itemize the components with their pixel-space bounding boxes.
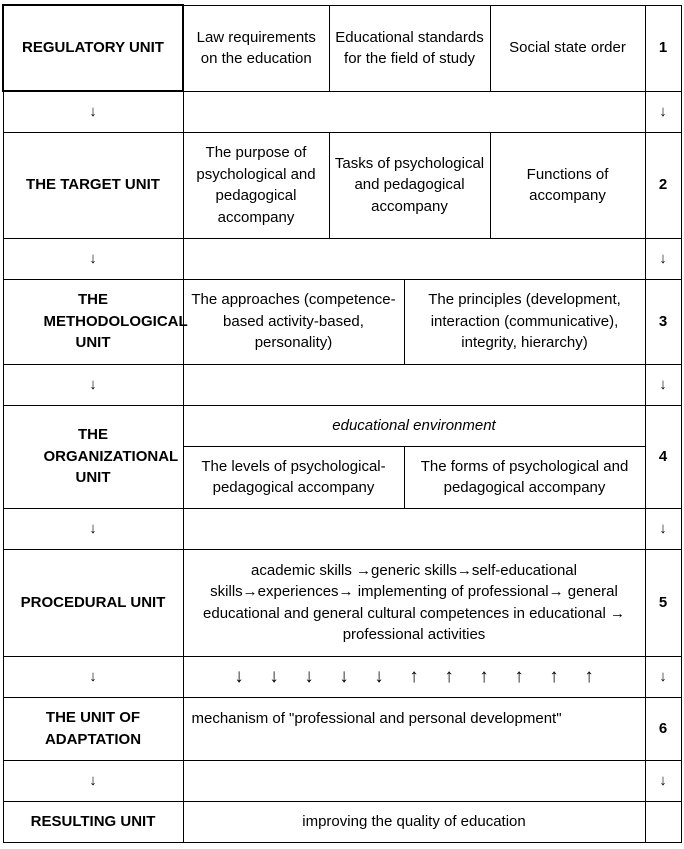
down-arrow-icon: ↓ [645,364,681,405]
down-arrow-icon: ↓ [3,508,183,549]
flow-arrows-group [188,666,641,688]
tasks-cell: Tasks of psychological and pedagogical accompany [329,132,490,238]
up-arrow-icon: ↑ [409,665,419,687]
down-arrow-icon: ↓ [3,656,183,697]
down-arrow-icon: ↓ [3,760,183,801]
up-arrow-icon: ↑ [479,665,489,687]
down-arrow-icon: ↓ [3,238,183,279]
down-arrow-icon: ↓ [645,760,681,801]
target-unit-row [3,132,681,238]
target-unit-label: THE TARGET UNIT [3,132,183,238]
educational-standards-cell: Educational standards for the field of study [329,5,490,91]
levels-cell: The levels of psychological-pedagogical accompany [183,446,404,508]
down-arrow-icon: ↓ [269,665,279,687]
down-arrow-icon: ↓ [304,665,314,687]
down-arrow-icon: ↓ [339,665,349,687]
down-arrow-icon: ↓ [645,238,681,279]
row-number-4: 4 [645,405,681,508]
forms-cell: The forms of psychological and pedagogical accompany [404,446,645,508]
organizational-unit-row [3,405,681,446]
quality-of-education-cell: improving the quality of education [183,801,645,842]
principles-cell: The principles (development, interaction (communicative), integrity, hierarchy) [404,279,645,364]
row-number-5: 5 [645,549,681,656]
up-arrow-icon: ↑ [584,665,594,687]
resulting-unit-row [3,801,681,842]
adaptation-unit-label: THE UNIT OF ADAPTATION [3,697,183,760]
resulting-unit-label: RESULTING UNIT [3,801,183,842]
down-arrow-icon: ↓ [234,665,244,687]
up-arrow-icon: ↑ [444,665,454,687]
down-arrow-icon: ↓ [374,665,384,687]
flow-arrows-row [3,656,681,697]
row-number-1: 1 [645,5,681,91]
adaptation-unit-row [3,697,681,760]
methodological-unit-label: THE METHODOLOGICAL UNIT [3,279,183,364]
connector-row [3,508,681,549]
methodological-unit-row [3,279,681,364]
up-arrow-icon: ↑ [549,665,559,687]
row-number-6: 6 [645,697,681,760]
competence-chain-cell: academic skills →generic skills→self-educational skills→experiences→ implementing of professional→ general educational and general cultural competences in educational → professional activities [183,549,645,656]
mechanism-cell: mechanism of "professional and personal development" [183,697,645,760]
organizational-unit-label: THE ORGANIZATIONAL UNIT [3,405,183,508]
structural-model-table [2,4,682,843]
down-arrow-icon: ↓ [645,656,681,697]
connector-row [3,238,681,279]
functions-cell: Functions of accompany [490,132,645,238]
row-number-3: 3 [645,279,681,364]
down-arrow-icon: ↓ [3,364,183,405]
down-arrow-icon: ↓ [645,508,681,549]
regulatory-unit-row [3,5,681,91]
connector-row [3,91,681,132]
procedural-unit-label: PROCEDURAL UNIT [3,549,183,656]
social-state-order-cell: Social state order [490,5,645,91]
procedural-unit-row [3,549,681,656]
down-arrow-icon: ↓ [645,91,681,132]
down-arrow-icon: ↓ [3,91,183,132]
row-number-2: 2 [645,132,681,238]
bidirectional-arrows [183,656,645,697]
connector-row [3,364,681,405]
up-arrow-icon: ↑ [514,665,524,687]
connector-row [3,760,681,801]
purpose-cell: The purpose of psychological and pedagogical accompany [183,132,329,238]
law-requirements-cell: Law requirements on the education [183,5,329,91]
educational-environment-cell: educational environment [183,405,645,446]
regulatory-unit-label: REGULATORY UNIT [3,5,183,91]
approaches-cell: The approaches (competence-based activity-based, personality) [183,279,404,364]
